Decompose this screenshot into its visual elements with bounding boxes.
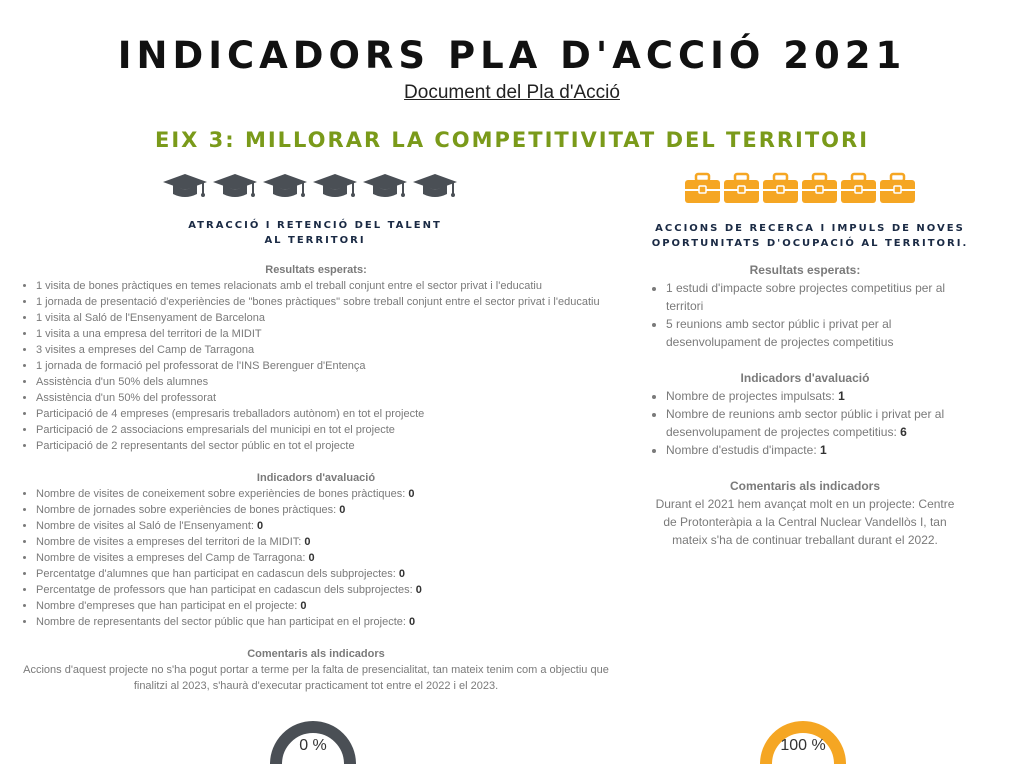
list-item: • Nombre de visites de coneixement sobre experiències de bones pràctiques: 0	[36, 486, 612, 502]
list-item: • Nombre de representants del sector públic que han participat en el projecte: 0	[36, 614, 612, 630]
right-heading-line2: OPORTUNITATS D'OCUPACIÓ AL TERRITORI.	[651, 238, 969, 249]
list-item: • 1 jornada de formació pel professorat de l'INS Berenguer d'Entença	[36, 358, 612, 374]
list-item: • 1 estudi d'impacte sobre projectes competitius per al territori	[666, 279, 960, 315]
right-comments-title: Comentaris als indicadors	[729, 479, 881, 493]
left-results-title: Resultats esperats:	[265, 264, 367, 276]
left-heading-line2: AL TERRITORI	[264, 235, 366, 246]
list-item: • 1 visita de bones pràctiques en temes relacionats amb el treball conjunt entre el sector privat i l'educatiu	[36, 278, 612, 294]
left-icon-row	[162, 172, 458, 202]
right-progress-gauge	[758, 712, 848, 768]
list-item: • 5 reunions amb sector públic i privat per al desenvolupament de projectes competitius	[666, 315, 960, 351]
list-item: • Nombre de projectes impulsats: 1	[666, 387, 960, 405]
right-heading-line1: ACCIONS DE RECERCA I IMPULS DE NOVES	[655, 223, 965, 234]
left-column-heading	[160, 218, 470, 248]
graduation-cap-icon	[412, 172, 458, 202]
left-heading-line1: ATRACCIÓ I RETENCIÓ DEL TALENT	[188, 220, 442, 231]
list-item: • Nombre d'estudis d'impacte: 1	[666, 441, 960, 459]
list-item: • 1 jornada de presentació d'experiències de "bones pràctiques" sobre treball conjunt entre el sector privat i l'educatiu	[36, 294, 612, 310]
right-column	[650, 261, 960, 549]
briefcase-icon	[840, 172, 877, 204]
document-link-container	[0, 82, 1024, 104]
right-icon-row	[684, 172, 916, 204]
right-progress-label: 100 %	[780, 737, 826, 754]
briefcase-icon	[801, 172, 838, 204]
graduation-cap-icon	[362, 172, 408, 202]
list-item: • 1 visita al Saló de l'Ensenyament de Barcelona	[36, 310, 612, 326]
list-item: • Nombre d'empreses que han participat en el projecte: 0	[36, 598, 612, 614]
list-item: • Participació de 2 associacions empresarials del municipi en tot el projecte	[36, 422, 612, 438]
graduation-cap-icon	[212, 172, 258, 202]
list-item: • 3 visites a empreses del Camp de Tarragona	[36, 342, 612, 358]
list-item: • Nombre de visites al Saló de l'Ensenyament: 0	[36, 518, 612, 534]
list-item: • Nombre de visites a empreses del territori de la MIDIT: 0	[36, 534, 612, 550]
left-indicators-list	[20, 486, 612, 630]
right-indicators-title: Indicadors d'avaluació	[740, 371, 870, 385]
left-progress-label: 0 %	[299, 737, 327, 754]
document-link[interactable]: Document del Pla d'Acció	[404, 82, 620, 103]
right-comments-text: Durant el 2021 hem avançat molt en un projecte: Centre de Protonteràpia a la Central Nuclear Vandellòs I, tan mateix s'ha de continuar treballant durant el 2022.	[655, 497, 955, 547]
list-item: • Participació de 4 empreses (empresaris treballadors autònom) en tot el projecte	[36, 406, 612, 422]
right-column-heading	[640, 221, 980, 251]
page-title: INDICADORS PLA D'ACCIÓ 2021	[117, 34, 907, 77]
list-item: • Assistència d'un 50% del professorat	[36, 390, 612, 406]
list-item: • Participació de 2 representants del sector públic en tot el projecte	[36, 438, 612, 454]
graduation-cap-icon	[162, 172, 208, 202]
list-item: • Percentatge d'alumnes que han participat en cadascun dels subprojectes: 0	[36, 566, 612, 582]
left-comments-text: Accions d'aquest projecte no s'ha pogut portar a terme per la falta de presencialitat, tan mateix tenim com a objectiu que finalitzi al 2023, s'haurà d'executar practicament tot entre el 2022 i el 2023.	[23, 664, 609, 692]
right-results-list	[650, 279, 960, 351]
briefcase-icon	[723, 172, 760, 204]
left-comments-title: Comentaris als indicadors	[247, 648, 385, 660]
list-item: • 1 visita a una empresa del territori de la MIDIT	[36, 326, 612, 342]
graduation-cap-icon	[312, 172, 358, 202]
list-item: • Nombre de reunions amb sector públic i privat per al desenvolupament de projectes competitius: 6	[666, 405, 960, 441]
right-indicators-list	[650, 387, 960, 459]
briefcase-icon	[684, 172, 721, 204]
briefcase-icon	[879, 172, 916, 204]
left-results-list	[20, 278, 612, 454]
list-item: • Nombre de visites a empreses del Camp de Tarragona: 0	[36, 550, 612, 566]
briefcase-icon	[762, 172, 799, 204]
left-column	[20, 262, 612, 694]
list-item: • Percentatge de professors que han participat en cadascun dels subprojectes: 0	[36, 582, 612, 598]
left-indicators-title: Indicadors d'avaluació	[256, 472, 376, 484]
axis-title: EIX 3: MILLORAR LA COMPETITIVITAT DEL TERRITORI	[154, 128, 870, 152]
left-progress-gauge	[268, 712, 358, 768]
graduation-cap-icon	[262, 172, 308, 202]
list-item: • Nombre de jornades sobre experiències de bones pràctiques: 0	[36, 502, 612, 518]
right-results-title: Resultats esperats:	[749, 263, 861, 277]
list-item: • Assistència d'un 50% dels alumnes	[36, 374, 612, 390]
